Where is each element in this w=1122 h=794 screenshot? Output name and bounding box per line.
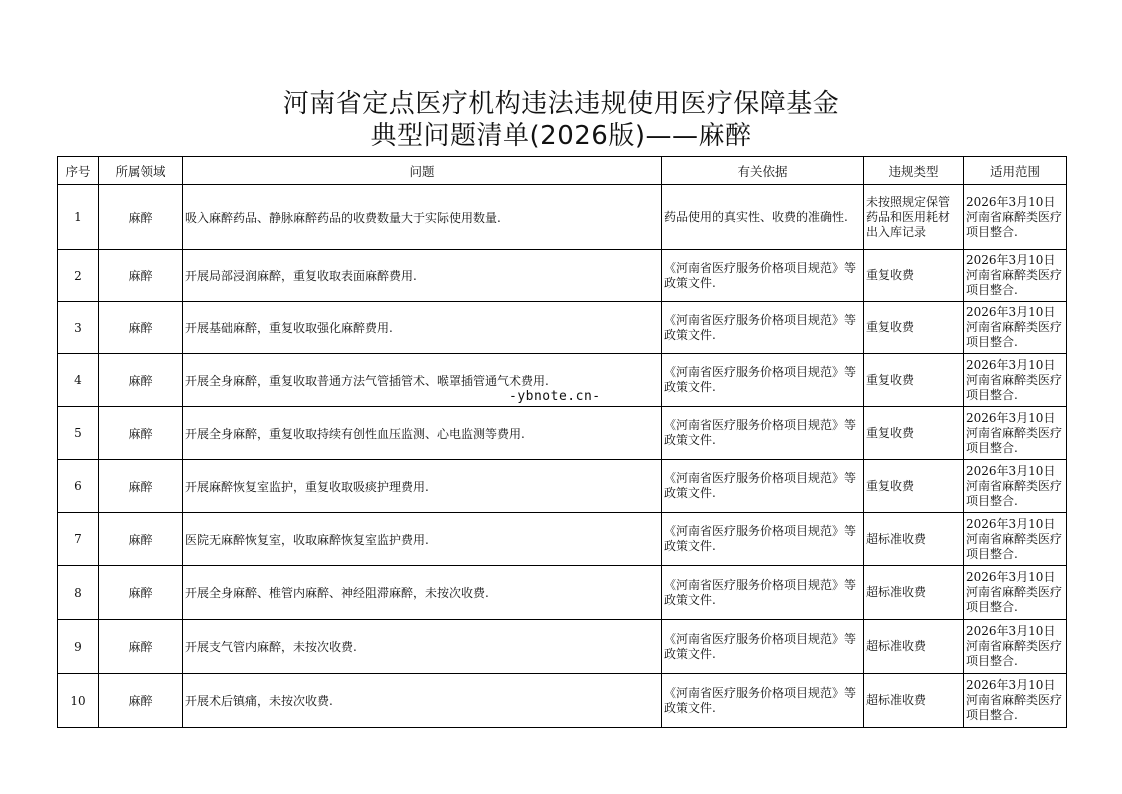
document-subtitle: 典型问题清单(2026版)——麻醉	[370, 121, 752, 151]
cell-type: 重复收费	[864, 302, 964, 354]
cell-basis: 《河南省医疗服务价格项目规范》等政策文件.	[662, 460, 864, 513]
cell-no: 1	[58, 185, 99, 250]
cell-no: 2	[58, 250, 99, 302]
header-type: 违规类型	[864, 157, 964, 185]
cell-basis: 《河南省医疗服务价格项目规范》等政策文件.	[662, 513, 864, 566]
cell-area: 麻醉	[99, 460, 183, 513]
cell-area: 麻醉	[99, 620, 183, 674]
cell-basis: 《河南省医疗服务价格项目规范》等政策文件.	[662, 674, 864, 728]
cell-area: 麻醉	[99, 250, 183, 302]
cell-type: 重复收费	[864, 460, 964, 513]
cell-issue: 开展全身麻醉，重复收取持续有创性血压监测、心电监测等费用.	[183, 407, 662, 460]
cell-area: 麻醉	[99, 354, 183, 407]
cell-type: 超标准收费	[864, 566, 964, 620]
table-header-row	[58, 157, 1067, 185]
document-title: 河南省定点医疗机构违法违规使用医疗保障基金	[282, 89, 840, 119]
cell-scope: 2026年3月10日河南省麻醉类医疗项目整合.	[964, 566, 1067, 620]
cell-issue: 吸入麻醉药品、静脉麻醉药品的收费数量大于实际使用数量.	[183, 185, 662, 250]
cell-no: 7	[58, 513, 99, 566]
header-basis: 有关依据	[662, 157, 864, 185]
issues-table	[57, 156, 1067, 728]
cell-scope: 2026年3月10日河南省麻醉类医疗项目整合.	[964, 250, 1067, 302]
table-row	[58, 185, 1067, 250]
cell-no: 4	[58, 354, 99, 407]
cell-basis: 《河南省医疗服务价格项目规范》等政策文件.	[662, 566, 864, 620]
cell-area: 麻醉	[99, 185, 183, 250]
cell-issue: 开展基础麻醉，重复收取强化麻醉费用.	[183, 302, 662, 354]
cell-scope: 2026年3月10日河南省麻醉类医疗项目整合.	[964, 302, 1067, 354]
cell-type: 超标准收费	[864, 674, 964, 728]
cell-scope: 2026年3月10日河南省麻醉类医疗项目整合.	[964, 407, 1067, 460]
cell-area: 麻醉	[99, 674, 183, 728]
cell-issue: 开展支气管内麻醉，未按次收费.	[183, 620, 662, 674]
cell-no: 10	[58, 674, 99, 728]
cell-basis: 《河南省医疗服务价格项目规范》等政策文件.	[662, 407, 864, 460]
cell-area: 麻醉	[99, 302, 183, 354]
header-issue: 问题	[183, 157, 662, 185]
cell-no: 9	[58, 620, 99, 674]
table-row	[58, 566, 1067, 620]
cell-issue: 开展全身麻醉、椎管内麻醉、神经阻滞麻醉，未按次收费.	[183, 566, 662, 620]
table-row	[58, 674, 1067, 728]
table-row	[58, 460, 1067, 513]
cell-basis: 《河南省医疗服务价格项目规范》等政策文件.	[662, 620, 864, 674]
cell-scope: 2026年3月10日河南省麻醉类医疗项目整合.	[964, 513, 1067, 566]
cell-type: 重复收费	[864, 354, 964, 407]
cell-scope: 2026年3月10日河南省麻醉类医疗项目整合.	[964, 354, 1067, 407]
cell-type: 超标准收费	[864, 513, 964, 566]
cell-area: 麻醉	[99, 407, 183, 460]
cell-scope: 2026年3月10日河南省麻醉类医疗项目整合.	[964, 185, 1067, 250]
cell-scope: 2026年3月10日河南省麻醉类医疗项目整合.	[964, 674, 1067, 728]
cell-area: 麻醉	[99, 513, 183, 566]
table-row	[58, 407, 1067, 460]
watermark-text: -ybnote.cn-	[509, 389, 601, 404]
table-row	[58, 302, 1067, 354]
header-no: 序号	[58, 157, 99, 185]
cell-no: 3	[58, 302, 99, 354]
header-area: 所属领域	[99, 157, 183, 185]
cell-scope: 2026年3月10日河南省麻醉类医疗项目整合.	[964, 460, 1067, 513]
cell-issue: 开展全身麻醉，重复收取普通方法气管插管术、喉罩插管通气术费用.	[183, 354, 662, 407]
cell-type: 重复收费	[864, 407, 964, 460]
cell-basis: 《河南省医疗服务价格项目规范》等政策文件.	[662, 354, 864, 407]
cell-issue: 开展术后镇痛，未按次收费.	[183, 674, 662, 728]
cell-basis: 《河南省医疗服务价格项目规范》等政策文件.	[662, 302, 864, 354]
cell-no: 8	[58, 566, 99, 620]
cell-issue: 医院无麻醉恢复室，收取麻醉恢复室监护费用.	[183, 513, 662, 566]
cell-scope: 2026年3月10日河南省麻醉类医疗项目整合.	[964, 620, 1067, 674]
cell-issue: 开展局部浸润麻醉，重复收取表面麻醉费用.	[183, 250, 662, 302]
cell-type: 重复收费	[864, 250, 964, 302]
cell-type: 超标准收费	[864, 620, 964, 674]
cell-basis: 药品使用的真实性、收费的准确性.	[662, 185, 864, 250]
cell-issue: 开展麻醉恢复室监护，重复收取吸痰护理费用.	[183, 460, 662, 513]
cell-no: 5	[58, 407, 99, 460]
cell-basis: 《河南省医疗服务价格项目规范》等政策文件.	[662, 250, 864, 302]
cell-no: 6	[58, 460, 99, 513]
cell-area: 麻醉	[99, 566, 183, 620]
table-row	[58, 620, 1067, 674]
table-row	[58, 250, 1067, 302]
table-row	[58, 513, 1067, 566]
header-scope: 适用范围	[964, 157, 1067, 185]
cell-type: 未按照规定保管药品和医用耗材出入库记录	[864, 185, 964, 250]
